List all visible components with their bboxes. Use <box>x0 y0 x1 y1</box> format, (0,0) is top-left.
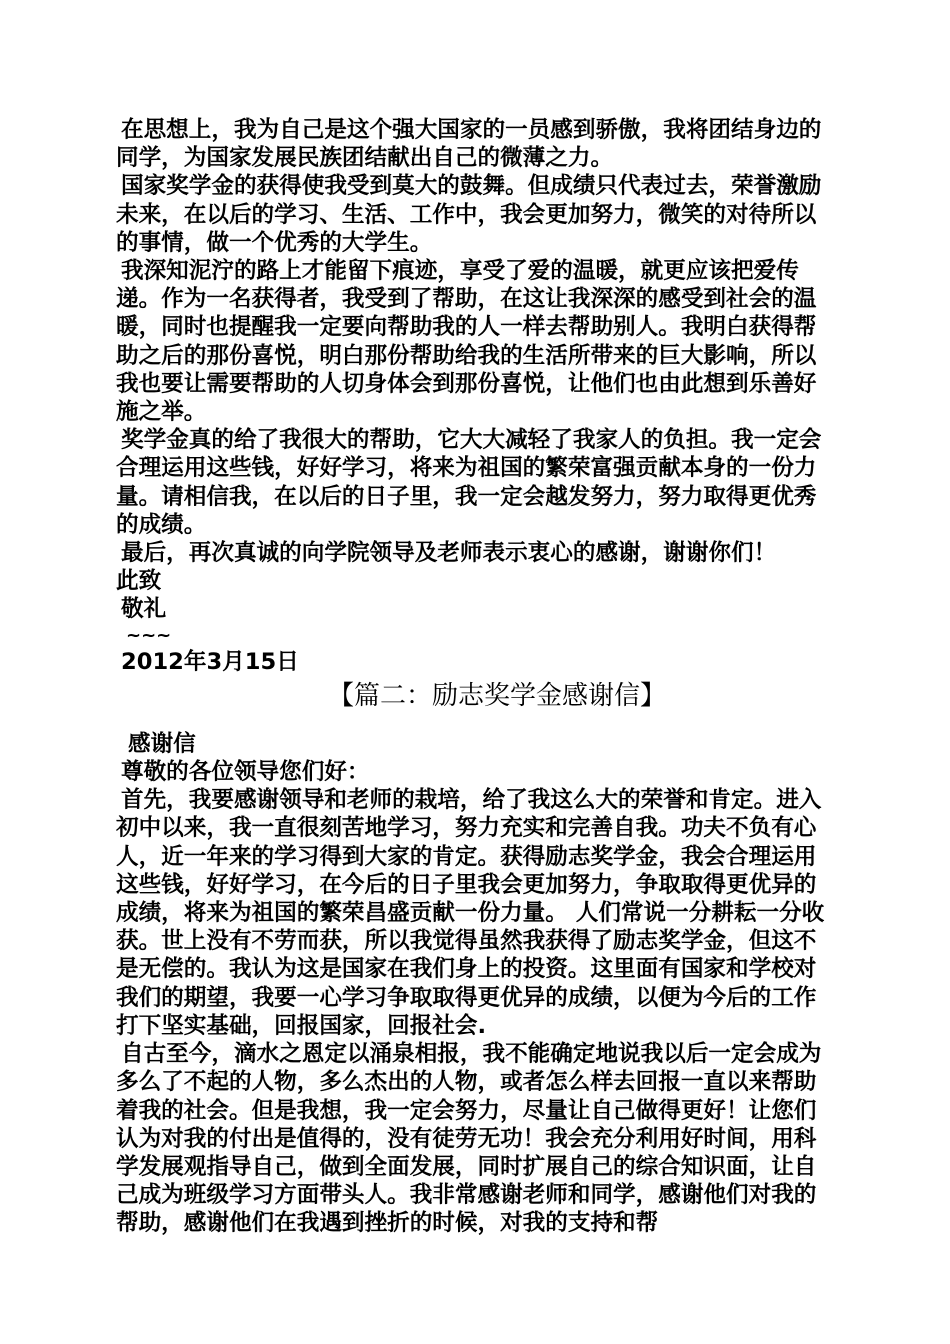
paragraph: 在思想上，我为自己是这个强大国家的一员感到骄傲，我将团结身边的同学，为国家发展民族团结献出自己的微薄之力。 <box>116 117 822 172</box>
section-heading: 【篇二：励志奖学金感谢信】 <box>327 680 666 711</box>
document-page <box>116 116 838 1238</box>
letter-greeting: 尊敬的各位领导您们好： <box>121 759 370 786</box>
paragraph: 自古至今，滴水之恩定以涌泉相报，我不能确定地说我以后一定会成为多么了不起的人物，多么杰出的人物，或者怎么样去回报一直以来帮助着我的社会。但是我想，我一定会努力，尽量让自己做得更好！让您们认为对我的付出是值得的，没有徒劳无功！我会充分利用好时间，用科学发展观指导自己，做到全面发展，同时扩展自己的综合知识面，让自己成为班级学习方面带头人。我非常感谢老师和同学，感谢他们对我的帮助，感谢他们在我遇到挫折的时候，对我的支持和帮 <box>116 1041 822 1237</box>
paragraph: 首先，我要感谢领导和老师的栽培，给了我这么大的荣誉和肯定。进入初中以来，我一直很刻苦地学习，努力充实和完善自我。功夫不负有心人，近一年来的学习得到大家的肯定。获得励志奖学金，我会合理运用这些钱，好好学习，在今后的日子里我会更加努力，争取取得更优异的成绩，将来为祖国的繁荣昌盛贡献一份力量。 人们常说一分耕耘一分收获。世上没有不劳而获，所以我觉得虽然我获得了励志奖学金，但这不是无偿的。我认为这是国家在我们身上的投资。这里面有国家和学校对我们的期望，我要一心学习争取取得更优异的成绩，以便为今后的工作打下坚实基础，回报国家，回报社会. <box>116 787 825 1039</box>
paragraph: 最后，再次真诚的向学院领导及老师表示衷心的感谢，谢谢你们！ <box>121 540 777 567</box>
spacer <box>116 716 838 730</box>
salute: 敬礼 <box>121 596 167 623</box>
closing: 此致 <box>116 568 162 595</box>
letter-date: 2012年3月15日 <box>121 648 299 675</box>
tilde-mark: ~~~ <box>126 624 172 646</box>
paragraph: 奖学金真的给了我很大的帮助，它大大减轻了我家人的负担。我一定会合理运用这些钱，好好学习，将来为祖国的繁荣富强贡献本身的一份力量。请相信我，在以后的日子里，我一定会越发努力，努力取得更优秀的成绩。 <box>116 427 822 538</box>
letter-title: 感谢信 <box>128 730 196 757</box>
paragraph: 我深知泥泞的路上才能留下痕迹，享受了爱的温暖，就更应该把爱传递。作为一名获得者，我受到了帮助，在这让我深深的感受到社会的温暖，同时也提醒我一定要向帮助我的人一样去帮助别人。我明白获得帮助之后的那份喜悦，明白那份帮助给我的生活所带来的巨大影响，所以我也要让需要帮助的人切身体会到那份喜悦，让他们也由此想到乐善好施之举。 <box>116 258 817 426</box>
paragraph: 国家奖学金的获得使我受到莫大的鼓舞。但成绩只代表过去，荣誉激励未来，在以后的学习、生活、工作中，我会更加努力，微笑的对待所以的事情，做一个优秀的大学生。 <box>116 173 822 256</box>
